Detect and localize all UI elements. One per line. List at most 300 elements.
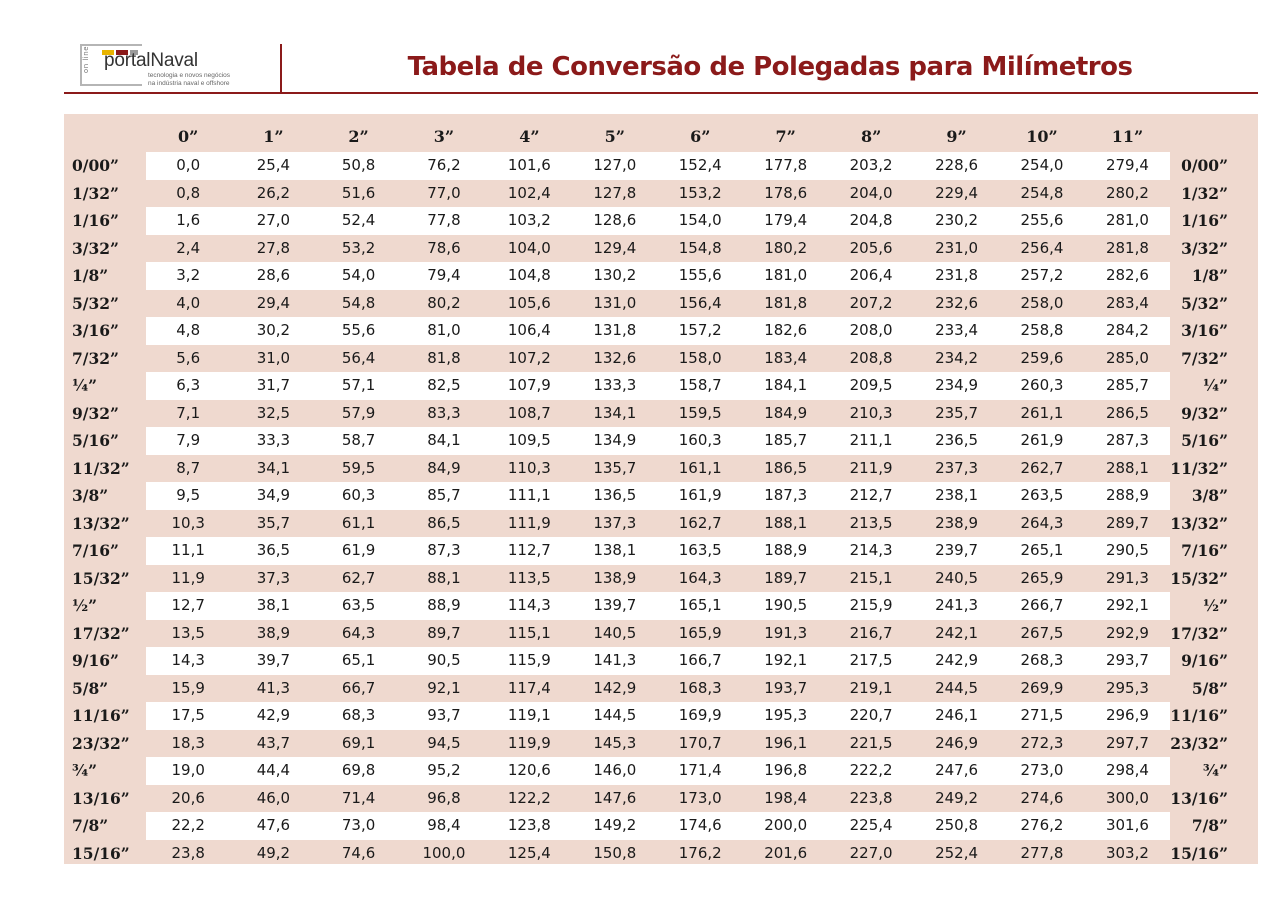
table-cell: 0,8 xyxy=(176,183,201,202)
table-cell: 297,7 xyxy=(1105,733,1149,752)
table-row xyxy=(64,592,1258,620)
table-row xyxy=(64,207,1258,235)
table-cell: 77,8 xyxy=(401,207,486,235)
table-cell: 213,5 xyxy=(849,513,893,532)
row-label-left: 11/16” xyxy=(72,706,130,725)
table-cell: 256,4 xyxy=(1020,238,1064,257)
table-cell: 128,6 xyxy=(572,207,657,235)
table-cell: 163,5 xyxy=(658,537,743,565)
table-cell: 211,9 xyxy=(849,458,893,477)
table-cell: 181,0 xyxy=(743,262,828,290)
table-cell: 81,8 xyxy=(427,348,461,367)
table-cell: 90,5 xyxy=(401,647,486,675)
column-header: 8” xyxy=(860,127,882,146)
table-cell: 162,7 xyxy=(678,513,722,532)
table-cell: 93,7 xyxy=(401,702,486,730)
table-cell: 63,5 xyxy=(316,592,401,620)
row-label-right: 9/32” xyxy=(1181,403,1228,423)
table-cell: 184,1 xyxy=(743,372,828,400)
table-row xyxy=(64,262,1258,290)
table-cell: 290,5 xyxy=(1085,537,1170,565)
table-cell: 188,1 xyxy=(764,513,808,532)
table-cell: 287,3 xyxy=(1085,427,1170,455)
table-cell: 196,1 xyxy=(764,733,808,752)
table-cell: 237,3 xyxy=(935,458,979,477)
table-cell: 157,2 xyxy=(658,317,743,345)
table-cell: 225,4 xyxy=(828,812,913,840)
table-cell: 286,5 xyxy=(1105,403,1149,422)
table-cell: 277,8 xyxy=(1020,843,1064,862)
table-cell: 293,7 xyxy=(1085,647,1170,675)
table-cell: 7,9 xyxy=(146,427,231,455)
row-label-right: 9/16” xyxy=(1181,651,1228,670)
table-cell: 146,0 xyxy=(572,757,657,785)
table-cell: 20,6 xyxy=(171,788,205,807)
conversion-table xyxy=(64,122,1258,867)
table-cell: 46,0 xyxy=(256,788,291,807)
table-cell: 112,7 xyxy=(487,537,572,565)
table-cell: 43,7 xyxy=(256,733,291,752)
table-cell: 109,5 xyxy=(487,427,572,455)
table-cell: 69,1 xyxy=(341,733,376,752)
column-header: 4” xyxy=(519,127,540,146)
row-label-left: 7/8” xyxy=(72,816,109,835)
table-cell: 29,4 xyxy=(256,293,291,312)
table-cell: 3,2 xyxy=(146,262,231,290)
row-label-right: 1/8” xyxy=(1191,266,1228,285)
table-cell: 222,2 xyxy=(828,757,913,785)
table-cell: 219,1 xyxy=(849,678,893,697)
logo-tagline-1: tecnologia e novos negócios xyxy=(148,72,231,79)
table-cell: 18,3 xyxy=(171,733,205,752)
header-corner-left xyxy=(64,122,146,152)
row-label-left: 13/16” xyxy=(72,788,130,808)
column-header: 9” xyxy=(946,127,967,146)
table-cell: 154,0 xyxy=(658,207,743,235)
table-cell: 137,3 xyxy=(593,513,637,532)
table-cell: 139,7 xyxy=(572,592,657,620)
row-label-left: 5/32” xyxy=(72,293,119,313)
table-cell: 215,9 xyxy=(828,592,913,620)
table-cell: 184,9 xyxy=(764,403,808,422)
table-cell: 81,0 xyxy=(401,317,486,345)
table-cell: 135,7 xyxy=(593,458,637,477)
table-cell: 301,6 xyxy=(1085,812,1170,840)
table-cell: 34,9 xyxy=(231,482,316,510)
logo-tagline-2: na indústria naval e offshore xyxy=(148,80,230,87)
table-cell: 159,5 xyxy=(678,403,722,422)
table-cell: 158,0 xyxy=(678,348,722,367)
table-cell: 103,2 xyxy=(487,207,572,235)
table-cell: 10,3 xyxy=(171,513,205,532)
table-cell: 271,5 xyxy=(999,702,1084,730)
column-header: 7” xyxy=(775,127,796,146)
table-cell: 180,2 xyxy=(764,238,808,257)
table-cell: 273,0 xyxy=(999,757,1084,785)
table-cell: 217,5 xyxy=(828,647,913,675)
table-row xyxy=(64,702,1258,730)
table-cell: 102,4 xyxy=(507,183,551,202)
row-label-right: 5/16” xyxy=(1181,431,1228,450)
row-label-left: 3/16” xyxy=(72,321,119,340)
table-cell: 104,8 xyxy=(487,262,572,290)
table-cell: 281,8 xyxy=(1105,238,1149,257)
table-cell: 209,5 xyxy=(828,372,913,400)
table-cell: 12,7 xyxy=(146,592,231,620)
table-cell: 106,4 xyxy=(487,317,572,345)
table-cell: 107,2 xyxy=(507,348,551,367)
table-row xyxy=(64,400,1258,428)
table-cell: 119,1 xyxy=(487,702,572,730)
table-cell: 115,1 xyxy=(507,623,551,642)
table-cell: 50,8 xyxy=(316,152,401,180)
table-cell: 177,8 xyxy=(743,152,828,180)
table-cell: 178,6 xyxy=(764,183,808,202)
column-header: 10” xyxy=(1026,127,1058,146)
table-cell: 156,4 xyxy=(678,293,722,312)
table-cell: 246,9 xyxy=(935,733,979,752)
row-label-right: ¾” xyxy=(1202,761,1228,780)
table-cell: 144,5 xyxy=(572,702,657,730)
row-label-right: 7/32” xyxy=(1181,348,1228,368)
table-cell: 165,1 xyxy=(658,592,743,620)
table-cell: 87,3 xyxy=(401,537,486,565)
table-cell: 114,3 xyxy=(487,592,572,620)
table-cell: 221,5 xyxy=(849,733,893,752)
table-cell: 119,9 xyxy=(507,733,551,752)
table-cell: 8,7 xyxy=(176,458,201,477)
table-cell: 9,5 xyxy=(146,482,231,510)
table-cell: 28,6 xyxy=(231,262,316,290)
table-header-row xyxy=(64,122,1258,152)
row-label-left: 9/32” xyxy=(72,403,119,423)
table-cell: 5,6 xyxy=(176,348,201,367)
row-label-left: 3/8” xyxy=(72,486,109,505)
table-cell: 282,6 xyxy=(1085,262,1170,290)
table-cell: 234,2 xyxy=(935,348,979,367)
table-cell: 204,8 xyxy=(828,207,913,235)
table-row xyxy=(64,647,1258,675)
table-cell: 122,2 xyxy=(507,788,551,807)
row-label-right: 1/16” xyxy=(1181,211,1228,230)
table-cell: 32,5 xyxy=(256,403,291,422)
table-cell: 0,0 xyxy=(146,152,231,180)
column-header: 0” xyxy=(178,127,199,146)
table-cell: 13,5 xyxy=(171,623,205,642)
table-cell: 292,1 xyxy=(1085,592,1170,620)
table-cell: 234,9 xyxy=(914,372,999,400)
table-row xyxy=(64,427,1258,455)
table-cell: 134,1 xyxy=(593,403,637,422)
table-cell: 261,1 xyxy=(1020,403,1064,422)
table-cell: 54,0 xyxy=(316,262,401,290)
table-cell: 161,9 xyxy=(658,482,743,510)
table-cell: 210,3 xyxy=(849,403,893,422)
table-cell: 19,0 xyxy=(146,757,231,785)
row-label-right: 15/16” xyxy=(1170,843,1228,863)
table-cell: 158,7 xyxy=(658,372,743,400)
row-label-right: 5/32” xyxy=(1181,293,1228,313)
table-cell: 176,2 xyxy=(678,843,722,862)
table-cell: 254,0 xyxy=(999,152,1084,180)
table-cell: 265,9 xyxy=(1020,568,1064,587)
table-cell: 258,8 xyxy=(999,317,1084,345)
table-cell: 117,4 xyxy=(507,678,551,697)
table-cell: 200,0 xyxy=(743,812,828,840)
table-cell: 235,7 xyxy=(935,403,979,422)
table-cell: 44,4 xyxy=(231,757,316,785)
table-cell: 246,1 xyxy=(914,702,999,730)
table-cell: 138,9 xyxy=(593,568,637,587)
table-cell: 82,5 xyxy=(401,372,486,400)
table-cell: 120,6 xyxy=(487,757,572,785)
table-row xyxy=(64,180,1258,208)
column-header: 6” xyxy=(690,127,711,146)
table-cell: 215,1 xyxy=(849,568,893,587)
table-cell: 261,9 xyxy=(999,427,1084,455)
table-row xyxy=(64,757,1258,785)
table-cell: 183,4 xyxy=(764,348,808,367)
table-cell: 38,1 xyxy=(231,592,316,620)
table-cell: 164,3 xyxy=(678,568,722,587)
table-cell: 272,3 xyxy=(1020,733,1064,752)
table-cell: 295,3 xyxy=(1105,678,1149,697)
table-row xyxy=(64,317,1258,345)
table-cell: 227,0 xyxy=(849,843,893,862)
table-cell: 269,9 xyxy=(1020,678,1064,697)
table-cell: 62,7 xyxy=(341,568,376,587)
table-cell: 291,3 xyxy=(1105,568,1149,587)
table-cell: 145,3 xyxy=(593,733,637,752)
table-cell: 264,3 xyxy=(1020,513,1064,532)
table-cell: 134,9 xyxy=(572,427,657,455)
row-label-right: 7/16” xyxy=(1181,541,1228,560)
table-cell: 285,0 xyxy=(1105,348,1149,367)
table-row xyxy=(64,675,1258,703)
table-cell: 84,1 xyxy=(401,427,486,455)
table-cell: 77,0 xyxy=(427,183,461,202)
table-cell: 283,4 xyxy=(1105,293,1149,312)
row-label-right: 17/32” xyxy=(1170,623,1228,643)
table-cell: 11,9 xyxy=(171,568,205,587)
table-cell: 249,2 xyxy=(935,788,979,807)
table-cell: 296,9 xyxy=(1085,702,1170,730)
table-cell: 266,7 xyxy=(999,592,1084,620)
table-row xyxy=(64,812,1258,840)
table-cell: 88,9 xyxy=(401,592,486,620)
table-cell: 252,4 xyxy=(935,843,979,862)
table-cell: 238,9 xyxy=(935,513,979,532)
table-row xyxy=(64,455,1258,483)
logo-color-bars xyxy=(102,40,142,46)
table-cell: 274,6 xyxy=(1020,788,1064,807)
table-cell: 242,1 xyxy=(935,623,979,642)
logo-name: portalNaval xyxy=(104,50,198,71)
table-cell: 181,8 xyxy=(764,293,808,312)
table-cell: 220,7 xyxy=(828,702,913,730)
table-cell: 292,9 xyxy=(1105,623,1149,642)
row-label-left: 5/16” xyxy=(72,431,119,450)
table-cell: 140,5 xyxy=(593,623,637,642)
table-cell: 57,9 xyxy=(341,403,376,422)
table-cell: 231,8 xyxy=(914,262,999,290)
table-cell: 104,0 xyxy=(507,238,551,257)
table-cell: 22,2 xyxy=(146,812,231,840)
table-cell: 150,8 xyxy=(593,843,637,862)
table-cell: 276,2 xyxy=(999,812,1084,840)
table-cell: 125,4 xyxy=(507,843,551,862)
table-cell: 14,3 xyxy=(146,647,231,675)
table-cell: 52,4 xyxy=(316,207,401,235)
row-label-left: 11/32” xyxy=(72,458,130,478)
table-cell: 182,6 xyxy=(743,317,828,345)
row-label-right: 3/16” xyxy=(1181,321,1228,340)
table-cell: 27,0 xyxy=(231,207,316,235)
table-cell: 204,0 xyxy=(849,183,893,202)
table-cell: 98,4 xyxy=(401,812,486,840)
table-cell: 171,4 xyxy=(658,757,743,785)
table-row xyxy=(64,785,1258,813)
table-row xyxy=(64,235,1258,263)
table-cell: 101,6 xyxy=(487,152,572,180)
column-header: 5” xyxy=(604,127,625,146)
table-cell: 11,1 xyxy=(146,537,231,565)
table-cell: 111,9 xyxy=(507,513,551,532)
table-cell: 205,6 xyxy=(849,238,893,257)
table-cell: 127,8 xyxy=(593,183,637,202)
table-cell: 27,8 xyxy=(256,238,291,257)
table-cell: 61,1 xyxy=(341,513,376,532)
table-cell: 2,4 xyxy=(176,238,201,257)
table-cell: 268,3 xyxy=(999,647,1084,675)
table-row xyxy=(64,510,1258,538)
table-cell: 285,7 xyxy=(1085,372,1170,400)
row-label-left: 5/8” xyxy=(72,678,109,698)
table-cell: 284,2 xyxy=(1085,317,1170,345)
table-cell: 216,7 xyxy=(849,623,893,642)
table-row xyxy=(64,565,1258,593)
table-cell: 108,7 xyxy=(507,403,551,422)
table-cell: 255,6 xyxy=(999,207,1084,235)
table-cell: 242,9 xyxy=(914,647,999,675)
table-cell: 31,0 xyxy=(256,348,291,367)
table-cell: 131,8 xyxy=(572,317,657,345)
table-row xyxy=(64,372,1258,400)
table-cell: 254,8 xyxy=(1020,183,1064,202)
row-label-left: 7/16” xyxy=(72,541,119,560)
table-cell: 154,8 xyxy=(678,238,722,257)
table-cell: 35,7 xyxy=(256,513,291,532)
table-cell: 86,5 xyxy=(427,513,461,532)
row-label-right: 13/16” xyxy=(1170,788,1228,808)
table-cell: 240,5 xyxy=(935,568,979,587)
table-cell: 303,2 xyxy=(1105,843,1149,862)
table-cell: 193,7 xyxy=(764,678,808,697)
portal-naval-logo xyxy=(80,40,270,90)
table-cell: 51,6 xyxy=(341,183,376,202)
table-cell: 185,7 xyxy=(743,427,828,455)
table-cell: 173,0 xyxy=(678,788,722,807)
table-cell: 165,9 xyxy=(678,623,722,642)
table-cell: 88,1 xyxy=(427,568,461,587)
table-cell: 68,3 xyxy=(316,702,401,730)
row-label-right: ¼” xyxy=(1202,376,1228,395)
table-cell: 30,2 xyxy=(231,317,316,345)
table-cell: 55,6 xyxy=(316,317,401,345)
table-cell: 152,4 xyxy=(658,152,743,180)
table-cell: 107,9 xyxy=(487,372,572,400)
table-cell: 136,5 xyxy=(572,482,657,510)
table-cell: 79,4 xyxy=(401,262,486,290)
table-cell: 238,1 xyxy=(914,482,999,510)
table-cell: 130,2 xyxy=(572,262,657,290)
table-cell: 279,4 xyxy=(1085,152,1170,180)
row-label-right: 23/32” xyxy=(1170,733,1228,753)
table-row xyxy=(64,482,1258,510)
table-cell: 149,2 xyxy=(572,812,657,840)
table-cell: 228,6 xyxy=(914,152,999,180)
table-cell: 25,4 xyxy=(231,152,316,180)
table-cell: 258,0 xyxy=(1020,293,1064,312)
table-cell: 187,3 xyxy=(743,482,828,510)
table-cell: 83,3 xyxy=(427,403,461,422)
table-cell: 115,9 xyxy=(487,647,572,675)
table-cell: 168,3 xyxy=(678,678,722,697)
row-label-right: 3/32” xyxy=(1181,238,1228,258)
row-label-left: 1/8” xyxy=(72,266,109,285)
row-label-left: 3/32” xyxy=(72,238,119,258)
table-cell: 203,2 xyxy=(828,152,913,180)
table-cell: 73,0 xyxy=(316,812,401,840)
table-cell: 33,3 xyxy=(231,427,316,455)
row-label-right: 11/16” xyxy=(1170,706,1228,725)
table-cell: 34,1 xyxy=(256,458,291,477)
table-cell: 54,8 xyxy=(341,293,376,312)
table-cell: 236,5 xyxy=(914,427,999,455)
table-cell: 4,8 xyxy=(146,317,231,345)
row-label-left: ¼” xyxy=(72,376,98,395)
row-label-right: 5/8” xyxy=(1191,678,1228,698)
table-cell: 153,2 xyxy=(678,183,722,202)
table-row xyxy=(64,290,1258,318)
row-label-right: 1/32” xyxy=(1181,183,1228,203)
row-label-left: 15/16” xyxy=(72,843,130,863)
table-cell: 31,7 xyxy=(231,372,316,400)
table-cell: 49,2 xyxy=(256,843,291,862)
table-cell: 26,2 xyxy=(256,183,291,202)
table-row xyxy=(64,537,1258,565)
table-cell: 212,7 xyxy=(828,482,913,510)
table-cell: 147,6 xyxy=(593,788,637,807)
table-cell: 161,1 xyxy=(678,458,722,477)
table-cell: 160,3 xyxy=(658,427,743,455)
table-cell: 94,5 xyxy=(427,733,461,752)
table-cell: 4,0 xyxy=(176,293,201,312)
table-cell: 247,6 xyxy=(914,757,999,785)
table-cell: 206,4 xyxy=(828,262,913,290)
row-label-left: 0/00” xyxy=(72,156,119,175)
table-cell: 95,2 xyxy=(401,757,486,785)
table-cell: 233,4 xyxy=(914,317,999,345)
table-cell: 17,5 xyxy=(146,702,231,730)
table-cell: 58,7 xyxy=(316,427,401,455)
table-cell: 74,6 xyxy=(341,843,376,862)
table-cell: 257,2 xyxy=(999,262,1084,290)
table-cell: 6,3 xyxy=(146,372,231,400)
table-cell: 1,6 xyxy=(146,207,231,235)
table-cell: 231,0 xyxy=(935,238,979,257)
row-label-left: 7/32” xyxy=(72,348,119,368)
